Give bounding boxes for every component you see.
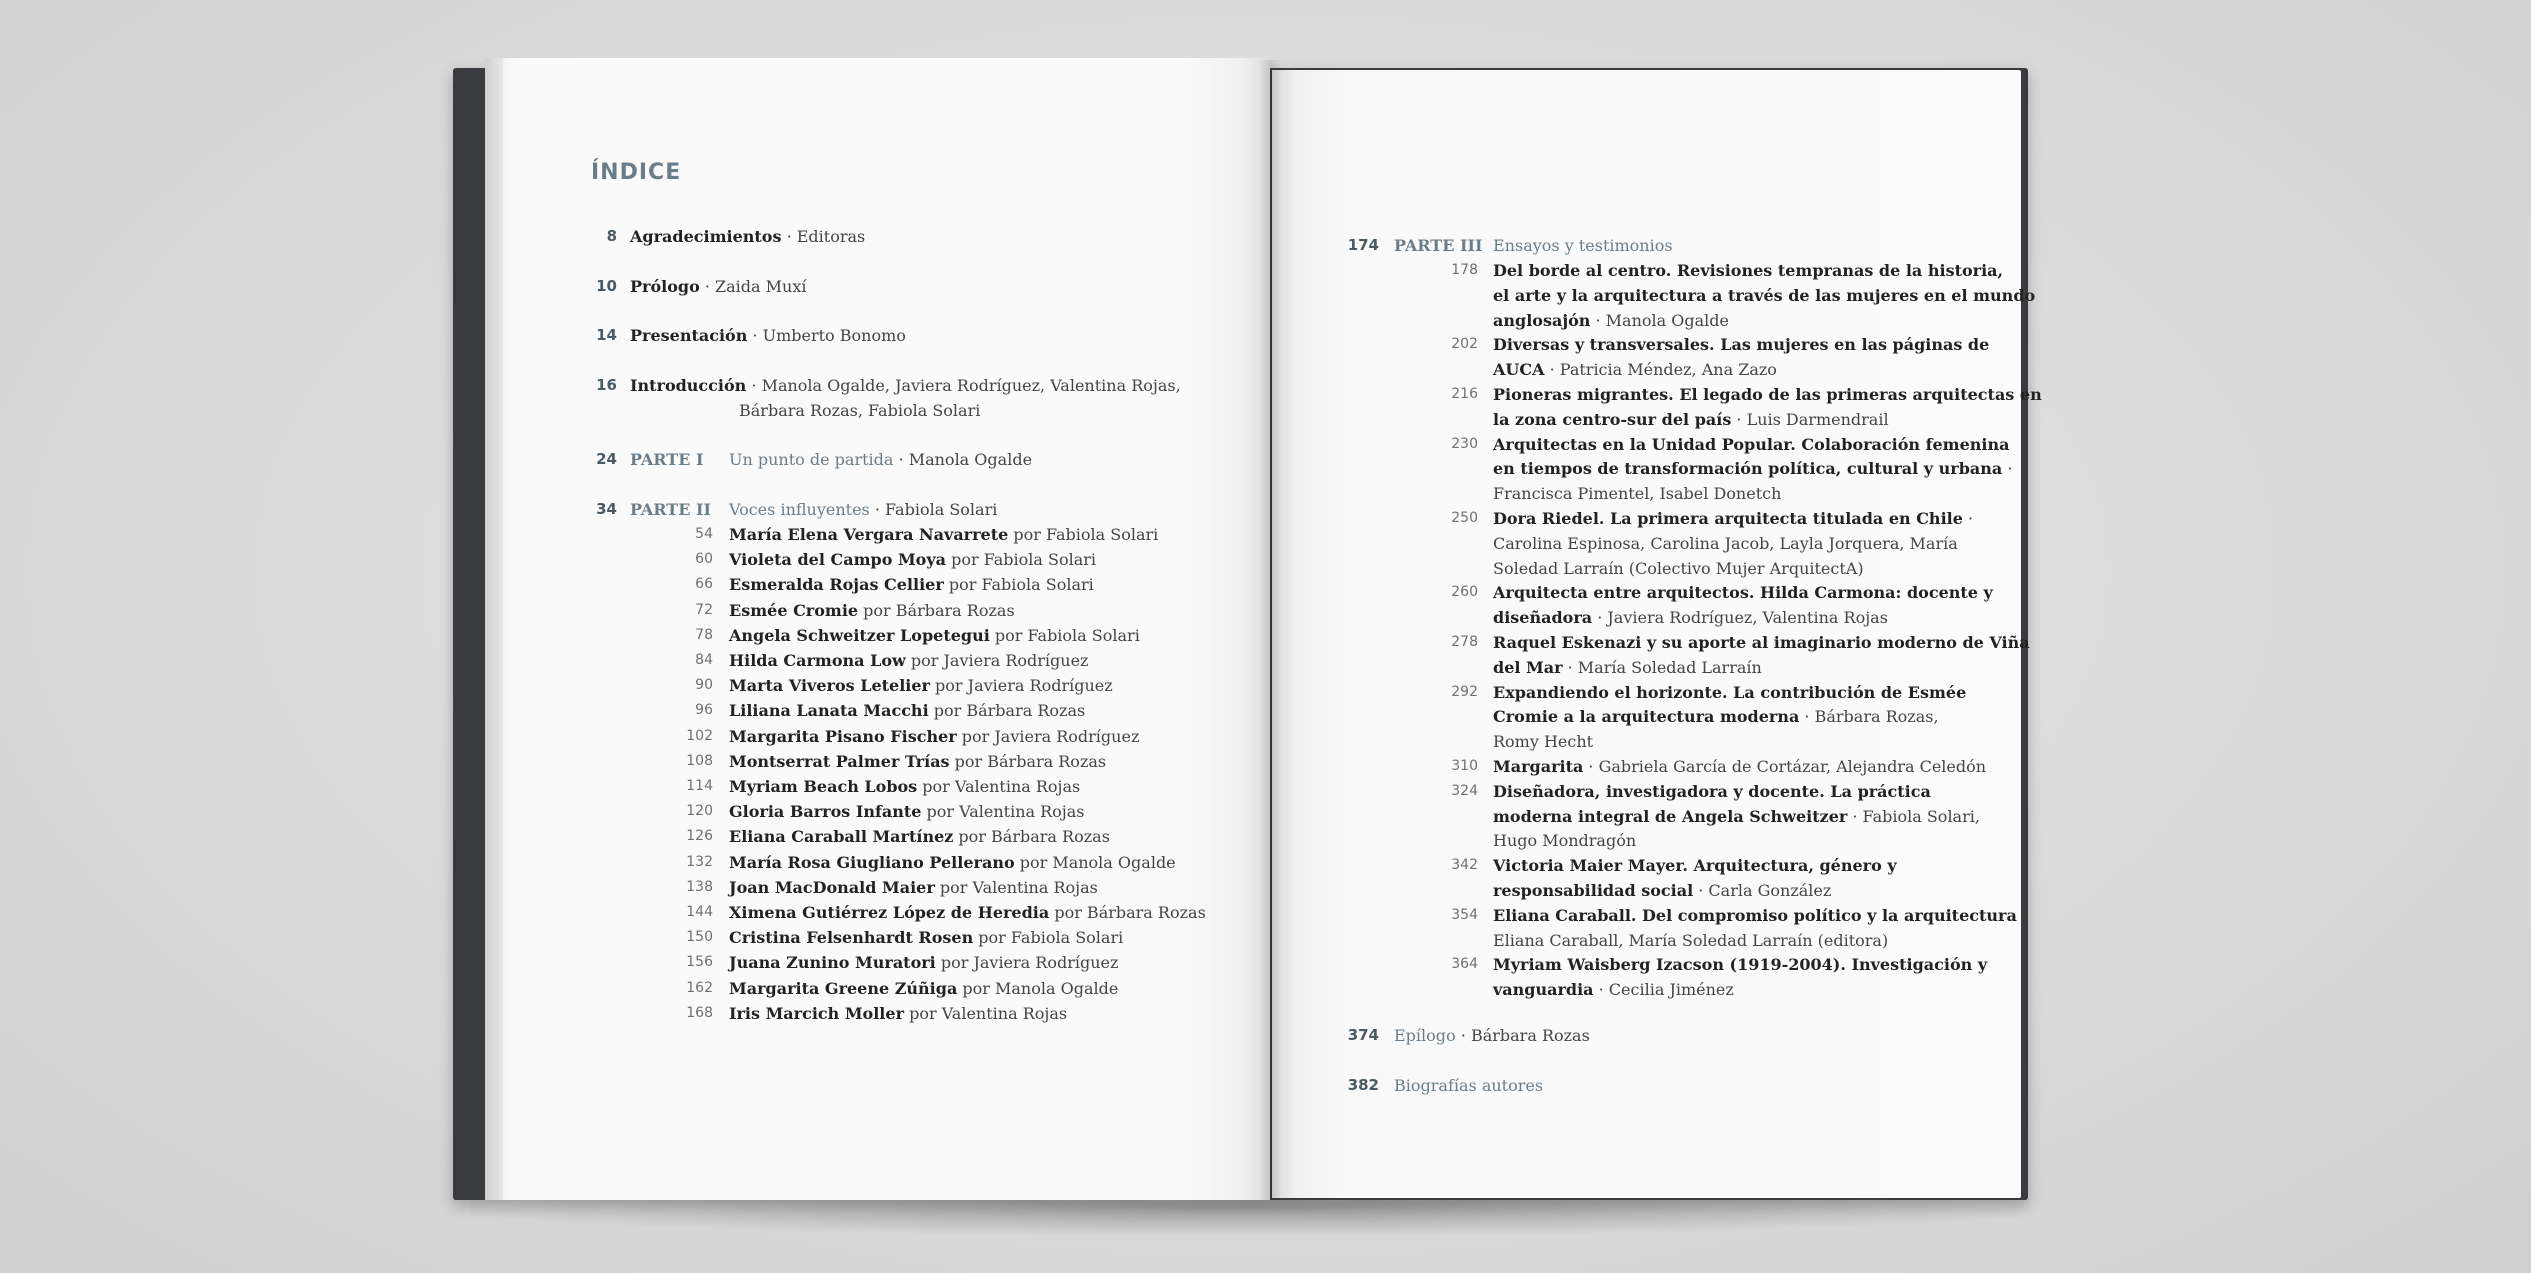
architect-name: Marta Viveros Letelier — [729, 676, 930, 696]
page-number: 34 — [596, 500, 617, 518]
index-title: ÍNDICE — [591, 160, 682, 185]
essay-author: por Valentina Rojas — [917, 777, 1081, 796]
page-number: 132 — [686, 853, 713, 870]
architect-name: Gloria Barros Infante — [729, 802, 922, 822]
essay-title: Pioneras migrantes. El legado de las primeras arquitectas en — [1493, 385, 2042, 404]
toc-line — [729, 875, 1098, 900]
essay-author: por Manola Ogalde — [1014, 852, 1176, 872]
essay-author: Francisca Pimentel, Isabel Donetch — [1493, 484, 1782, 504]
architect-name: Myriam Beach Lobos — [729, 777, 918, 796]
part-title: Ensayos y testimonios — [1493, 236, 1673, 255]
toc-line — [729, 925, 1123, 950]
toc-line — [1493, 655, 1762, 680]
page-number: 354 — [1451, 906, 1478, 923]
essay-author: · — [2016, 905, 2027, 925]
essay-author: por Bárbara Rozas — [949, 751, 1107, 771]
toc-line — [729, 648, 1088, 673]
architect-name: Cristina Felsenhardt Rosen — [729, 928, 974, 948]
page-number: 250 — [1451, 510, 1478, 526]
essay-author: por Fabiola Solari — [973, 928, 1124, 948]
toc-line — [1493, 332, 1989, 357]
essay-title: Arquitecta entre arquitectos. Hilda Carmona: docente y — [1493, 583, 1993, 603]
toc-line — [729, 623, 1140, 648]
architect-name: Angela Schweitzer Lopetegui — [729, 625, 990, 645]
essay-title: Arquitectas en la Unidad Popular. Colaboración femenina — [1493, 434, 2010, 454]
essay-title: anglosajón — [1493, 310, 1591, 330]
page-number: 168 — [686, 1004, 713, 1021]
toc-line — [630, 497, 711, 522]
toc-line — [1493, 382, 2042, 407]
essay-author: · Carla González — [1693, 881, 1832, 900]
essay-author: por Javiera Rodríguez — [905, 651, 1089, 670]
page-number: 178 — [1451, 262, 1478, 278]
essay-author: por Fabiola Solari — [989, 625, 1140, 645]
page-number: 14 — [596, 326, 617, 344]
essay-title: Cromie a la arquitectura moderna — [1493, 707, 1800, 727]
essay-author: · Gabriela García de Cortázar, Alejandra Celedón — [1583, 757, 1987, 776]
toc-line — [729, 547, 1096, 572]
toc-line — [1493, 952, 1987, 977]
toc-line — [630, 373, 1181, 398]
toc-line — [1493, 258, 2003, 283]
toc-line — [630, 224, 865, 249]
architect-name: María Elena Vergara Navarrete — [729, 525, 1009, 544]
part-author: Fabiola Solari — [885, 500, 998, 519]
part-label: PARTE III — [1394, 236, 1483, 255]
page-number: 108 — [686, 752, 713, 769]
essay-author: por Manola Ogalde — [957, 978, 1119, 998]
essay-title: Expandiendo el horizonte. La contribución de Esmée — [1493, 682, 1967, 702]
page-number: 16 — [596, 376, 617, 394]
toc-line — [729, 598, 1015, 623]
page-number: 364 — [1451, 956, 1478, 973]
toc-line — [739, 398, 980, 423]
essay-author: por Bárbara Rozas — [1049, 903, 1206, 922]
page-number: 174 — [1347, 236, 1379, 254]
page-number: 310 — [1451, 758, 1478, 774]
architect-name: Esmée Cromie — [729, 600, 859, 620]
separator: · — [1455, 1026, 1471, 1045]
entry-title: Agradecimientos — [630, 227, 782, 246]
essay-title: del Mar — [1493, 657, 1563, 677]
essay-title: Eliana Caraball. Del compromiso político y la arquitectura — [1493, 905, 2017, 925]
toc-line — [729, 724, 1139, 749]
toc-line — [1493, 680, 1966, 705]
page-number: 382 — [1347, 1076, 1379, 1094]
toc-line — [1493, 556, 1864, 581]
page-edge — [485, 58, 503, 1200]
separator: · — [869, 500, 886, 519]
toc-line — [1493, 357, 1777, 382]
essay-author: · María Soledad Larraín — [1562, 657, 1762, 677]
toc-line — [729, 673, 1113, 698]
essay-author: por Bárbara Rozas — [858, 600, 1015, 620]
essay-title: Myriam Waisberg Izacson (1919-2004). Investigación y — [1493, 955, 1988, 975]
page-number: 84 — [695, 652, 713, 668]
toc-line — [1493, 630, 2030, 655]
architect-name: Esmeralda Rojas Cellier — [729, 575, 944, 595]
page-number: 292 — [1451, 683, 1478, 700]
toc-line — [1493, 804, 1980, 829]
architect-name: Ximena Gutiérrez López de Heredia — [729, 903, 1050, 922]
essay-author: por Valentina Rojas — [904, 1003, 1068, 1023]
page-number: 10 — [596, 277, 617, 295]
architect-name: María Rosa Giugliano Pellerano — [729, 852, 1015, 872]
page-number: 24 — [596, 450, 617, 468]
page-number: 78 — [695, 626, 713, 643]
architect-name: Joan MacDonald Maier — [729, 877, 935, 897]
page-number: 278 — [1451, 634, 1478, 650]
essay-author: · Patricia Méndez, Ana Zazo — [1544, 360, 1777, 380]
separator: · — [893, 450, 909, 469]
essay-author: por Javiera Rodríguez — [929, 676, 1113, 696]
entry-author: Zaida Muxí — [715, 277, 807, 296]
toc-line — [729, 900, 1206, 925]
page-number: 96 — [695, 702, 713, 719]
part-label: PARTE II — [630, 500, 711, 519]
part-label: PARTE I — [630, 450, 704, 469]
part-title: Un punto de partida — [729, 450, 894, 469]
essay-title: moderna integral de Angela Schweitzer — [1493, 806, 1848, 826]
essay-author: por Fabiola Solari — [943, 575, 1094, 595]
essay-author: Hugo Mondragón — [1493, 831, 1637, 851]
essay-author: · Javiera Rodríguez, Valentina Rojas — [1592, 608, 1888, 628]
page-number: 102 — [686, 727, 713, 744]
architect-name: Iris Marcich Moller — [729, 1003, 904, 1023]
toc-line — [729, 497, 997, 522]
essay-title: Raquel Eskenazi y su aporte al imaginario moderno de Viña — [1493, 633, 2030, 652]
page-number: 54 — [695, 526, 713, 542]
separator: · — [747, 326, 763, 345]
separator: · — [781, 227, 797, 246]
toc-line — [729, 774, 1080, 799]
toc-line — [1394, 1073, 1543, 1098]
toc-line — [1493, 754, 1986, 779]
toc-line — [630, 447, 703, 472]
toc-line — [1394, 1023, 1590, 1048]
page-number: 156 — [686, 954, 713, 971]
page-number: 150 — [686, 929, 713, 946]
entry-title: Introducción — [630, 376, 747, 395]
toc-line — [630, 274, 806, 299]
essay-title: responsabilidad social — [1493, 881, 1694, 900]
page-number: 114 — [686, 778, 713, 794]
toc-line — [1493, 928, 1888, 953]
essay-author: · Cecilia Jiménez — [1593, 980, 1734, 1000]
toc-line — [1493, 432, 2010, 457]
page-number: 66 — [695, 576, 713, 593]
entry-author: Editoras — [796, 227, 866, 246]
toc-line — [1394, 233, 1482, 258]
entry-title: Prólogo — [630, 277, 700, 296]
toc-line — [1493, 283, 2035, 308]
essay-title: Del borde al centro. Revisiones tempranas de la historia, — [1493, 261, 2004, 280]
toc-line — [729, 976, 1118, 1001]
architect-name: Margarita Greene Zúñiga — [729, 978, 958, 998]
toc-line — [1493, 828, 1636, 853]
architect-name: Margarita Pisano Fischer — [729, 726, 957, 746]
toc-line — [729, 799, 1085, 824]
entry-title: Epílogo — [1394, 1026, 1456, 1045]
toc-line — [1493, 407, 1889, 432]
essay-author: Eliana Caraball, María Soledad Larraín (editora) — [1493, 930, 1889, 950]
essay-author: Carolina Espinosa, Carolina Jacob, Layla Jorquera, María — [1493, 533, 1958, 553]
essay-title: la zona centro-sur del país — [1493, 409, 1732, 429]
page-number: 72 — [695, 601, 713, 618]
entry-title: Presentación — [630, 326, 748, 345]
page-number: 202 — [1451, 336, 1478, 353]
entry-author: Manola Ogalde, Javiera Rodríguez, Valentina Rojas, — [761, 376, 1181, 395]
architect-name: Liliana Lanata Macchi — [729, 701, 929, 721]
page-number: 144 — [686, 904, 713, 920]
essay-author: · Luis Darmendrail — [1731, 409, 1889, 429]
toc-line — [1493, 481, 1781, 506]
essay-author: Soledad Larraín (Colectivo Mujer ArquitectA) — [1493, 558, 1864, 578]
toc-line — [729, 1001, 1067, 1026]
page-number: 126 — [686, 828, 713, 845]
essay-author: por Javiera Rodríguez — [935, 953, 1119, 973]
toc-line — [729, 698, 1085, 723]
toc-line — [1493, 977, 1734, 1002]
toc-line — [1493, 531, 1958, 556]
architect-name: Montserrat Palmer Trías — [729, 751, 950, 771]
toc-line — [1493, 456, 2012, 481]
page-number: 342 — [1451, 857, 1478, 874]
toc-line — [729, 950, 1118, 975]
entry-title: Biografías autores — [1394, 1076, 1544, 1095]
toc-line — [729, 749, 1106, 774]
toc-line — [1493, 506, 1973, 531]
essay-title: Margarita — [1493, 757, 1584, 776]
entry-author: Bárbara Rozas, Fabiola Solari — [739, 401, 981, 420]
page-number: 324 — [1451, 782, 1478, 799]
page-number: 60 — [695, 551, 713, 568]
essay-author: por Valentina Rojas — [934, 877, 1098, 897]
essay-author: por Fabiola Solari — [946, 550, 1096, 570]
essay-title: en tiempos de transformación política, cultural y urbana — [1493, 459, 2003, 479]
book-shadow — [470, 1195, 2030, 1235]
toc-line — [1493, 878, 1831, 903]
toc-line — [1493, 779, 1931, 804]
toc-line — [1493, 233, 1673, 258]
toc-line — [729, 447, 1032, 472]
page-number: 90 — [695, 677, 713, 694]
page-number: 162 — [686, 979, 713, 996]
essay-title: Dora Riedel. La primera arquitecta titulada en Chile — [1493, 509, 1963, 528]
toc-line — [729, 572, 1094, 597]
essay-title: Victoria Maier Mayer. Arquitectura, género y — [1493, 856, 1897, 876]
architect-name: Juana Zunino Muratori — [729, 953, 936, 973]
separator: · — [746, 376, 762, 395]
essay-author: · Fabiola Solari, — [1847, 806, 1980, 826]
separator: · — [699, 277, 716, 296]
page-number: 374 — [1347, 1026, 1379, 1044]
page-number: 230 — [1451, 435, 1478, 452]
essay-author: Romy Hecht — [1493, 732, 1594, 752]
toc-line — [1493, 903, 2027, 928]
essay-author: por Javiera Rodríguez — [956, 726, 1140, 746]
page-number: 120 — [686, 803, 713, 820]
essay-author: por Fabiola Solari — [1008, 525, 1159, 544]
part-author: Manola Ogalde — [908, 450, 1033, 469]
toc-line — [630, 323, 906, 348]
architect-name: Hilda Carmona Low — [729, 651, 906, 670]
toc-line — [729, 522, 1158, 547]
essay-title: diseñadora — [1493, 608, 1593, 628]
part-title: Voces influyentes — [729, 500, 870, 519]
toc-line — [1493, 729, 1593, 754]
essay-author: · — [1962, 509, 1974, 528]
essay-title: AUCA — [1493, 360, 1545, 380]
essay-author: por Valentina Rojas — [921, 802, 1085, 822]
toc-line — [729, 824, 1110, 849]
essay-title: Diseñadora, investigadora y docente. La práctica — [1493, 781, 1931, 801]
essay-title: Diversas y transversales. Las mujeres en las páginas de — [1493, 335, 1990, 355]
essay-author: · Manola Ogalde — [1590, 310, 1729, 330]
toc-line — [1493, 853, 1897, 878]
essay-title: vanguardia — [1493, 980, 1594, 1000]
entry-author: Umberto Bonomo — [762, 326, 906, 345]
essay-author: · — [2002, 459, 2013, 479]
essay-author: por Bárbara Rozas — [928, 701, 1086, 721]
toc-line — [729, 850, 1176, 875]
page-number: 8 — [606, 227, 617, 245]
page-number: 260 — [1451, 584, 1478, 601]
architect-name: Violeta del Campo Moya — [729, 550, 946, 570]
essay-author: por Bárbara Rozas — [953, 827, 1110, 847]
page-number: 216 — [1451, 386, 1478, 402]
architect-name: Eliana Caraball Martínez — [729, 827, 954, 847]
essay-author: · Bárbara Rozas, — [1799, 707, 1939, 727]
essay-title: el arte y la arquitectura a través de las mujeres en el mundo — [1493, 285, 2036, 305]
toc-line — [1493, 580, 1993, 605]
toc-line — [1493, 704, 1939, 729]
page-number: 138 — [686, 878, 713, 895]
toc-line — [1493, 308, 1729, 333]
book-gutter — [1258, 60, 1282, 1200]
toc-line — [1493, 605, 1888, 630]
entry-author: Bárbara Rozas — [1470, 1026, 1590, 1045]
